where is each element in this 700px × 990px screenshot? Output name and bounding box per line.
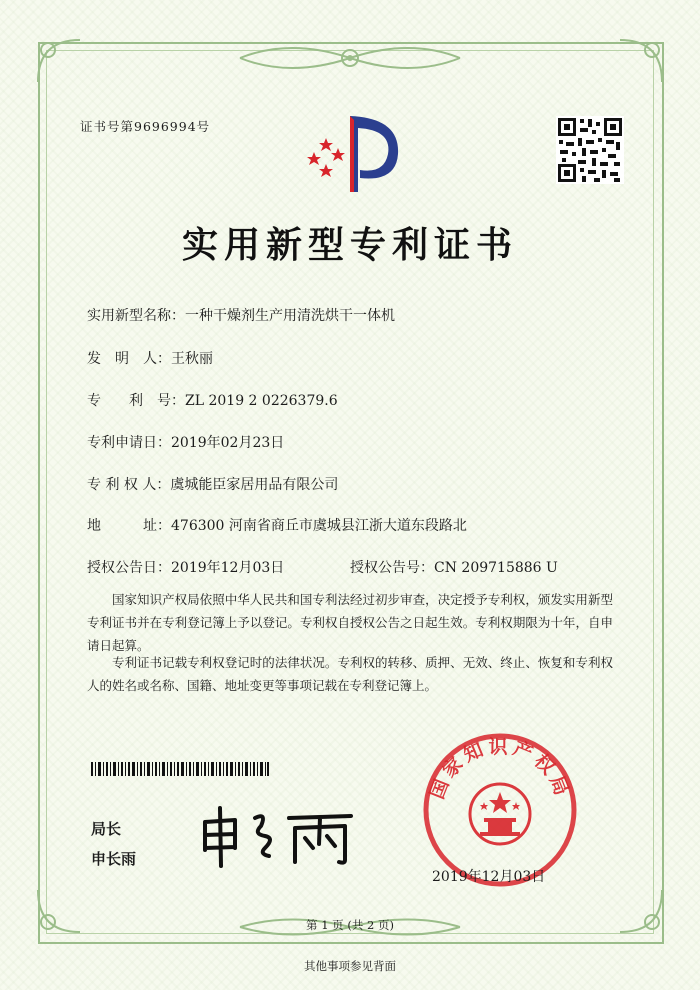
director-title: 局长: [91, 820, 122, 838]
patentee-value: 虞城能臣家居用品有限公司: [170, 477, 339, 493]
director-signature: [195, 800, 360, 870]
address-label: 地 址：: [87, 518, 171, 534]
grant-number-label: 授权公告号：: [350, 560, 434, 576]
barcode-icon: [91, 762, 269, 776]
patent-number-value: ZL 2019 2 0226379.6: [185, 393, 338, 409]
filing-date-value: 2019年02月23日: [171, 435, 285, 451]
corner-ornament-top-left: [30, 32, 90, 92]
national-emblem-icon: [470, 784, 530, 844]
page-number: 第 1 页 (共 2 页): [306, 918, 394, 932]
qr-code-icon: [556, 116, 624, 184]
address-value: 476300 河南省商丘市虞城县江浙大道东段路北: [171, 518, 467, 534]
filing-date-label: 专利申请日：: [87, 435, 171, 451]
address-row: [87, 515, 467, 535]
grant-number-value: CN 209715886 U: [434, 560, 558, 576]
utility-model-name-row: [87, 305, 395, 325]
grant-date-value: 2019年12月03日: [171, 560, 285, 576]
grant-date-label: 授权公告日：: [87, 560, 171, 576]
utility-model-name-value: 一种干燥剂生产用清洗烘干一体机: [185, 308, 395, 324]
patent-number-label: 专 利 号：: [87, 393, 185, 409]
corner-ornament-top-right: [610, 32, 670, 92]
footer-note: 其他事项参见背面: [304, 959, 396, 973]
top-ornament: [230, 38, 470, 78]
inventor-row: [87, 348, 213, 368]
utility-model-name-label: 实用新型名称：: [87, 308, 185, 324]
patentee-row: [87, 474, 338, 494]
patent-office-logo-icon: [300, 108, 410, 198]
legal-status-paragraph: 专利证书记载专利权登记时的法律状况。专利权的转移、质押、无效、终止、恢复和专利权人的姓名或名称、国籍、地址变更等事项记载在专利登记簿上。: [87, 655, 613, 693]
seal-date: 2019年12月03日: [432, 869, 546, 885]
page-title: 实用新型专利证书: [181, 224, 518, 266]
grant-number-row: [350, 557, 558, 577]
grant-statement-paragraph: 国家知识产权局依照中华人民共和国专利法经过初步审查，决定授予专利权，颁发实用新型专利证书并在专利登记簿上予以登记。专利权自授权公告之日起生效。专利权期限为十年，自申请日起算。: [87, 592, 613, 653]
filing-date-row: [87, 432, 284, 452]
director-name: 申长雨: [91, 850, 137, 868]
certificate-number: 证书号第9696994号: [80, 119, 211, 134]
grant-date-row: [87, 557, 284, 577]
seal-text: 国家知识产权局: [426, 735, 574, 803]
inventor-value: 王秋丽: [171, 351, 213, 367]
patentee-label: 专 利 权 人：: [87, 477, 171, 493]
inventor-label: 发 明 人：: [87, 351, 171, 367]
patent-number-row: [87, 390, 338, 410]
